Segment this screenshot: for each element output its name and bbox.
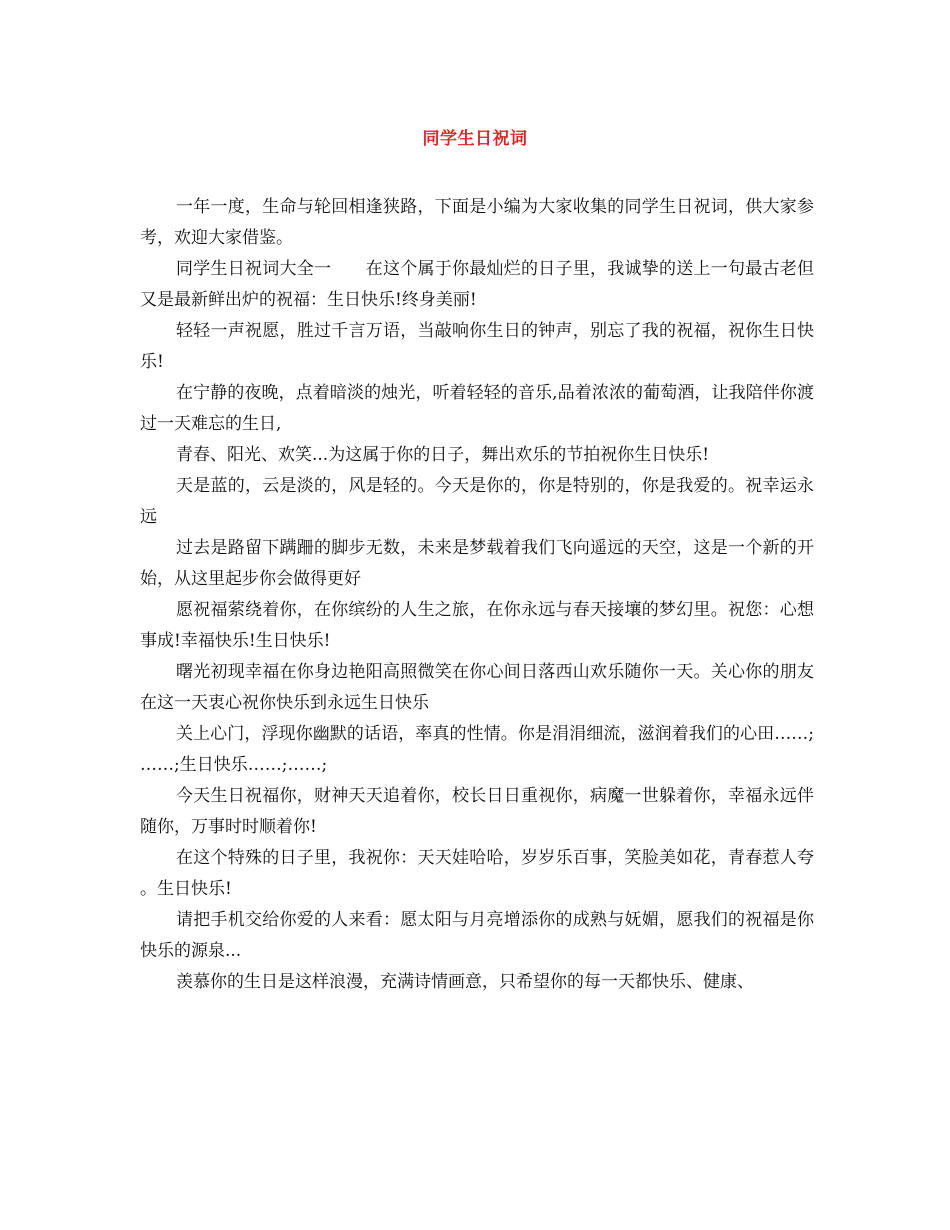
paragraph-wish: 轻轻一声祝愿，胜过千言万语，当敲响你生日的钟声，别忘了我的祝福，祝你生日快乐! [140, 321, 814, 372]
paragraph-wish: 在宁静的夜晚，点着暗淡的烛光，听着轻轻的音乐,品着浓浓的葡萄酒，让我陪伴你渡过一天难忘的生日, [140, 383, 814, 434]
paragraph-wish: 关上心门，浮现你幽默的话语，率真的性情。你是涓涓细流，滋润着我们的心田……;……;生日快乐……;……; [140, 724, 814, 775]
paragraph-wish: 羡慕你的生日是这样浪漫，充满诗情画意，只希望你的每一天都快乐、健康、 [176, 972, 754, 992]
paragraph-wish: 青春、阳光、欢笑...为这属于你的日子，舞出欢乐的节拍祝你生日快乐! [176, 445, 710, 465]
paragraph-intro: 一年一度，生命与轮回相逢狭路，下面是小编为大家收集的同学生日祝词，供大家参考，欢迎大家借鉴。 [140, 197, 814, 248]
document-title: 同学生日祝词 [422, 129, 528, 149]
paragraph-wish: 曙光初现幸福在你身边艳阳高照微笑在你心间日落西山欢乐随你一天。关心你的朋友在这一天衷心祝你快乐到永远生日快乐 [140, 662, 814, 713]
paragraph-wish: 在这个特殊的日子里，我祝你：天天娃哈哈，岁岁乐百事，笑脸美如花，青春惹人夸。生日快乐! [140, 848, 814, 899]
paragraph-wish: 请把手机交给你爱的人来看：愿太阳与月亮增添你的成熟与妩媚，愿我们的祝福是你快乐的源泉... [140, 910, 814, 961]
paragraph-wish: 愿祝福萦绕着你，在你缤纷的人生之旅，在你永远与春天接壤的梦幻里。祝您：心想事成!幸福快乐!生日快乐! [140, 600, 814, 651]
paragraph-wish: 同学生日祝词大全一 在这个属于你最灿烂的日子里，我诚挚的送上一句最古老但又是最新鲜出炉的祝福：生日快乐!终身美丽! [140, 259, 814, 310]
paragraph-wish: 天是蓝的，云是淡的，风是轻的。今天是你的，你是特别的，你是我爱的。祝幸运永远 [140, 476, 814, 527]
paragraph-wish: 今天生日祝福你，财神天天追着你，校长日日重视你，病魔一世躲着你，幸福永远伴随你，万事时时顺着你! [140, 786, 814, 837]
document-body [140, 192, 814, 998]
paragraph-wish: 过去是路留下蹒跚的脚步无数，未来是梦载着我们飞向遥远的天空，这是一个新的开始，从这里起步你会做得更好 [140, 538, 814, 589]
